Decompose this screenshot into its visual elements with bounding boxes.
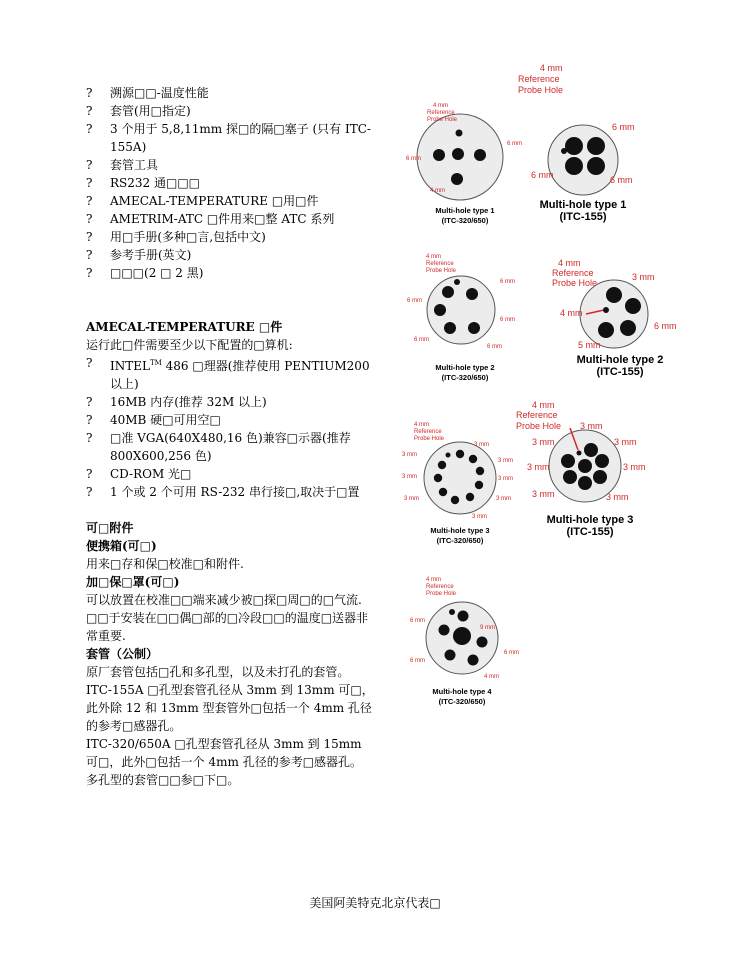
inserts-text: 原厂套管包括□孔和多孔型，以及未打孔的套管。 <box>86 665 350 679</box>
svg-text:6 mm: 6 mm <box>500 279 515 285</box>
svg-text:5 mm: 5 mm <box>578 340 601 350</box>
svg-text:6 mm: 6 mm <box>610 175 633 185</box>
svg-text:6 mm: 6 mm <box>654 321 677 331</box>
hole <box>433 149 445 161</box>
svg-text:Probe Hole: Probe Hole <box>414 436 445 442</box>
hole <box>565 137 583 155</box>
list-item: ? □□□(2 □ 2 黑) <box>86 266 204 280</box>
svg-text:4 mm: 4 mm <box>430 188 445 194</box>
svg-text:6 mm: 6 mm <box>407 298 422 304</box>
svg-text:Probe Hole: Probe Hole <box>516 421 562 431</box>
svg-text:3 mm: 3 mm <box>404 496 419 502</box>
list-item: ? 套管工具 <box>86 158 159 172</box>
svg-text:Reference: Reference <box>552 268 594 278</box>
requirements-list <box>86 354 376 501</box>
hole <box>584 443 598 457</box>
carry-case-text: 用来□存和保□校准□和附件. <box>86 557 244 571</box>
svg-text:3 mm: 3 mm <box>472 514 487 520</box>
list-item: ? AMETRIM-ATC □件用来□整 ATC 系列 <box>86 212 335 226</box>
bullet-marker: ? <box>86 485 93 499</box>
svg-text:6 mm: 6 mm <box>504 650 519 656</box>
software-heading: AMECAL-TEMPERATURE □件 <box>86 320 283 334</box>
svg-text:4 mm: 4 mm <box>560 308 583 318</box>
hole <box>476 467 484 475</box>
svg-text:Multi-hole type 4: Multi-hole type 4 <box>432 687 492 696</box>
svg-text:4 mm: 4 mm <box>414 422 429 428</box>
multi-hole-type-1-large-figure <box>510 60 660 228</box>
list-item: ? 参考手册(英文) <box>86 248 192 262</box>
hole <box>620 320 636 336</box>
svg-text:Probe Hole: Probe Hole <box>426 591 457 597</box>
svg-text:3 mm: 3 mm <box>402 474 417 480</box>
inserts-heading: 套管（公制） <box>86 647 159 661</box>
svg-text:Multi-hole type 3: Multi-hole type 3 <box>430 526 490 535</box>
list-item: ? 40MB 硬□可用空□ <box>86 413 221 427</box>
list-item: ? AMECAL-TEMPERATURE □用□件 <box>86 194 319 208</box>
bullet-marker: ? <box>86 467 93 481</box>
svg-text:Reference: Reference <box>516 410 558 420</box>
svg-text:Probe Hole: Probe Hole <box>426 268 457 274</box>
hole <box>561 454 575 468</box>
svg-text:3 mm: 3 mm <box>527 462 550 472</box>
hole <box>442 286 454 298</box>
list-item: ? CD-ROM 光□ <box>86 467 192 481</box>
list-item: ? 3 个用于 5,8,11mm 探□的隔□塞子 (只有 ITC-155A) <box>86 122 371 154</box>
reference-hole <box>603 307 609 313</box>
svg-text:6 mm: 6 mm <box>612 122 635 132</box>
list-item: ? 16MB 内存(推荐 32M 以上) <box>86 395 267 409</box>
svg-text:4 mm: 4 mm <box>540 63 563 73</box>
svg-text:Reference: Reference <box>427 110 455 116</box>
svg-text:Reference: Reference <box>518 74 560 84</box>
svg-text:3 mm: 3 mm <box>614 437 637 447</box>
bullet-marker: ? <box>86 230 93 244</box>
svg-text:6 mm: 6 mm <box>406 156 421 162</box>
svg-text:3 mm: 3 mm <box>580 421 603 431</box>
hole <box>444 322 456 334</box>
hole <box>469 455 477 463</box>
svg-text:3 mm: 3 mm <box>623 462 646 472</box>
package-contents-list <box>86 84 376 282</box>
list-item: ? RS232 通□□□ <box>86 176 200 190</box>
bullet-marker: ? <box>86 413 93 427</box>
hole <box>578 476 592 490</box>
svg-text:(ITC-320/650): (ITC-320/650) <box>436 536 484 545</box>
bullet-marker: ? <box>86 212 93 226</box>
hole <box>434 304 446 316</box>
reference-hole <box>454 279 460 285</box>
hole <box>475 481 483 489</box>
svg-text:3 mm: 3 mm <box>606 492 629 502</box>
svg-text:3 mm: 3 mm <box>498 476 513 482</box>
hole <box>439 625 450 636</box>
hole <box>587 157 605 175</box>
bullet-marker: ? <box>86 86 93 100</box>
carry-case-heading: 便携箱(可□) <box>86 539 157 553</box>
accessories-heading: 可□附件 <box>86 521 134 535</box>
reference-hole <box>449 609 455 615</box>
svg-text:Multi-hole type 1: Multi-hole type 1 <box>539 199 627 211</box>
insulation-cover-heading: 加□保□罩(可□) <box>86 575 180 589</box>
svg-text:Multi-hole type 2: Multi-hole type 2 <box>435 363 495 372</box>
multi-hole-type-2-small-figure <box>400 250 530 390</box>
svg-text:3 mm: 3 mm <box>532 437 555 447</box>
bullet-marker: ? <box>86 266 93 280</box>
svg-text:Probe Hole: Probe Hole <box>552 278 598 288</box>
svg-text:3 mm: 3 mm <box>632 272 655 282</box>
svg-text:4 mm: 4 mm <box>426 254 441 260</box>
hole <box>625 298 641 314</box>
hole <box>466 288 478 300</box>
hole <box>468 322 480 334</box>
inserts-itc155-text: ITC-155A □孔型套管孔径从 3mm 到 13mm 可□，此外除 12 和 13mm 型套管外□包括一个 4mm 孔径的参考□感器孔。 <box>86 683 374 733</box>
hole <box>438 461 446 469</box>
svg-text:4 mm: 4 mm <box>426 577 441 583</box>
multi-hole-type-3-large-figure <box>510 398 660 543</box>
inserts-multi-text: 多孔型的套管□□参□下□。 <box>86 773 240 787</box>
svg-text:4 mm: 4 mm <box>484 674 499 680</box>
svg-text:(ITC-155): (ITC-155) <box>566 526 614 538</box>
insert-disk <box>548 125 618 195</box>
hole <box>563 470 577 484</box>
reference-hole <box>446 453 451 458</box>
svg-text:6 mm: 6 mm <box>410 658 425 664</box>
svg-text:3 mm: 3 mm <box>402 452 417 458</box>
hole <box>593 470 607 484</box>
svg-text:3 mm: 3 mm <box>532 489 555 499</box>
hole <box>451 173 463 185</box>
list-item: ? 1 个或 2 个可用 RS-232 串行接□,取决于□置 <box>86 485 360 499</box>
hole <box>458 611 469 622</box>
hole <box>587 137 605 155</box>
list-item: ? 用□手册(多种□言,包括中文) <box>86 230 266 244</box>
svg-text:Multi-hole type 1: Multi-hole type 1 <box>435 206 495 215</box>
insulation-cover-text-2: □□于安装在□□偶□部的□冷段□□的温度□送器非常重要. <box>86 611 369 643</box>
hole <box>468 655 479 666</box>
svg-text:6 mm: 6 mm <box>507 141 522 147</box>
hole <box>606 287 622 303</box>
svg-text:(ITC-155): (ITC-155) <box>559 211 607 223</box>
svg-text:4 mm: 4 mm <box>558 258 581 268</box>
svg-text:Probe Hole: Probe Hole <box>518 85 564 95</box>
hole <box>565 157 583 175</box>
bullet-marker: ? <box>86 356 93 370</box>
svg-text:3 mm: 3 mm <box>474 442 489 448</box>
svg-text:Probe Hole: Probe Hole <box>427 117 458 123</box>
hole <box>434 474 442 482</box>
hole <box>451 496 459 504</box>
reference-hole <box>577 451 582 456</box>
svg-text:(ITC-320/650): (ITC-320/650) <box>438 697 486 706</box>
list-item: ? INTEL™ 486 □理器(推荐使用 PENTIUM200 以上) <box>86 356 370 391</box>
multi-hole-type-4-small-figure <box>400 572 530 712</box>
svg-text:6 mm: 6 mm <box>531 170 554 180</box>
bullet-marker: ? <box>86 431 93 445</box>
svg-text:3 mm: 3 mm <box>496 496 511 502</box>
svg-text:6 mm: 6 mm <box>410 618 425 624</box>
bullet-marker: ? <box>86 122 93 136</box>
insulation-cover-text: 可以放置在校准□□端来减少被□探□周□的□气流. <box>86 593 362 607</box>
svg-text:4 mm: 4 mm <box>433 103 448 109</box>
svg-text:Multi-hole type 3: Multi-hole type 3 <box>546 514 634 526</box>
svg-text:Reference: Reference <box>426 584 454 590</box>
page-footer: 美国阿美特克北京代表□ <box>309 896 441 910</box>
bullet-marker: ? <box>86 104 93 118</box>
svg-text:3 mm: 3 mm <box>498 458 513 464</box>
bullet-marker: ? <box>86 158 93 172</box>
svg-text:(ITC-320/650): (ITC-320/650) <box>441 373 489 382</box>
svg-text:6 mm: 6 mm <box>414 337 429 343</box>
bullet-marker: ? <box>86 248 93 262</box>
software-intro: 运行此□件需要至少以下配置的□算机: <box>86 338 293 352</box>
hole <box>445 650 456 661</box>
hole <box>452 148 464 160</box>
list-item: ? 溯源□□-温度性能 <box>86 86 209 100</box>
hole <box>466 493 474 501</box>
bullet-marker: ? <box>86 194 93 208</box>
list-item: ? □准 VGA(640X480,16 色)兼容□示器(推荐 800X600,256 色) <box>86 431 351 463</box>
svg-text:Reference: Reference <box>426 261 454 267</box>
hole <box>474 149 486 161</box>
svg-text:6 mm: 6 mm <box>500 317 515 323</box>
svg-text:4 mm: 4 mm <box>532 400 555 410</box>
hole <box>456 450 464 458</box>
svg-text:6 mm: 6 mm <box>487 344 502 350</box>
hole <box>439 488 447 496</box>
reference-hole <box>456 130 463 137</box>
list-item: ? 套管(用□指定) <box>86 104 191 118</box>
svg-text:(ITC-320/650): (ITC-320/650) <box>441 216 489 225</box>
multi-hole-type-2-large-figure <box>540 254 690 384</box>
hole <box>578 459 592 473</box>
hole <box>477 637 488 648</box>
svg-text:Multi-hole type 2: Multi-hole type 2 <box>576 354 664 366</box>
left-column <box>86 84 376 789</box>
bullet-marker: ? <box>86 176 93 190</box>
hole <box>453 627 471 645</box>
hole <box>598 322 614 338</box>
svg-text:9 mm: 9 mm <box>480 625 495 631</box>
svg-text:Reference: Reference <box>414 429 442 435</box>
bullet-marker: ? <box>86 395 93 409</box>
inserts-itc320-text: ITC-320/650A □孔型套管孔径从 3mm 到 15mm 可□，此外□包括一个 4mm 孔径的参考□感器孔。 <box>86 737 363 769</box>
svg-text:(ITC-155): (ITC-155) <box>596 366 644 378</box>
hole <box>595 454 609 468</box>
